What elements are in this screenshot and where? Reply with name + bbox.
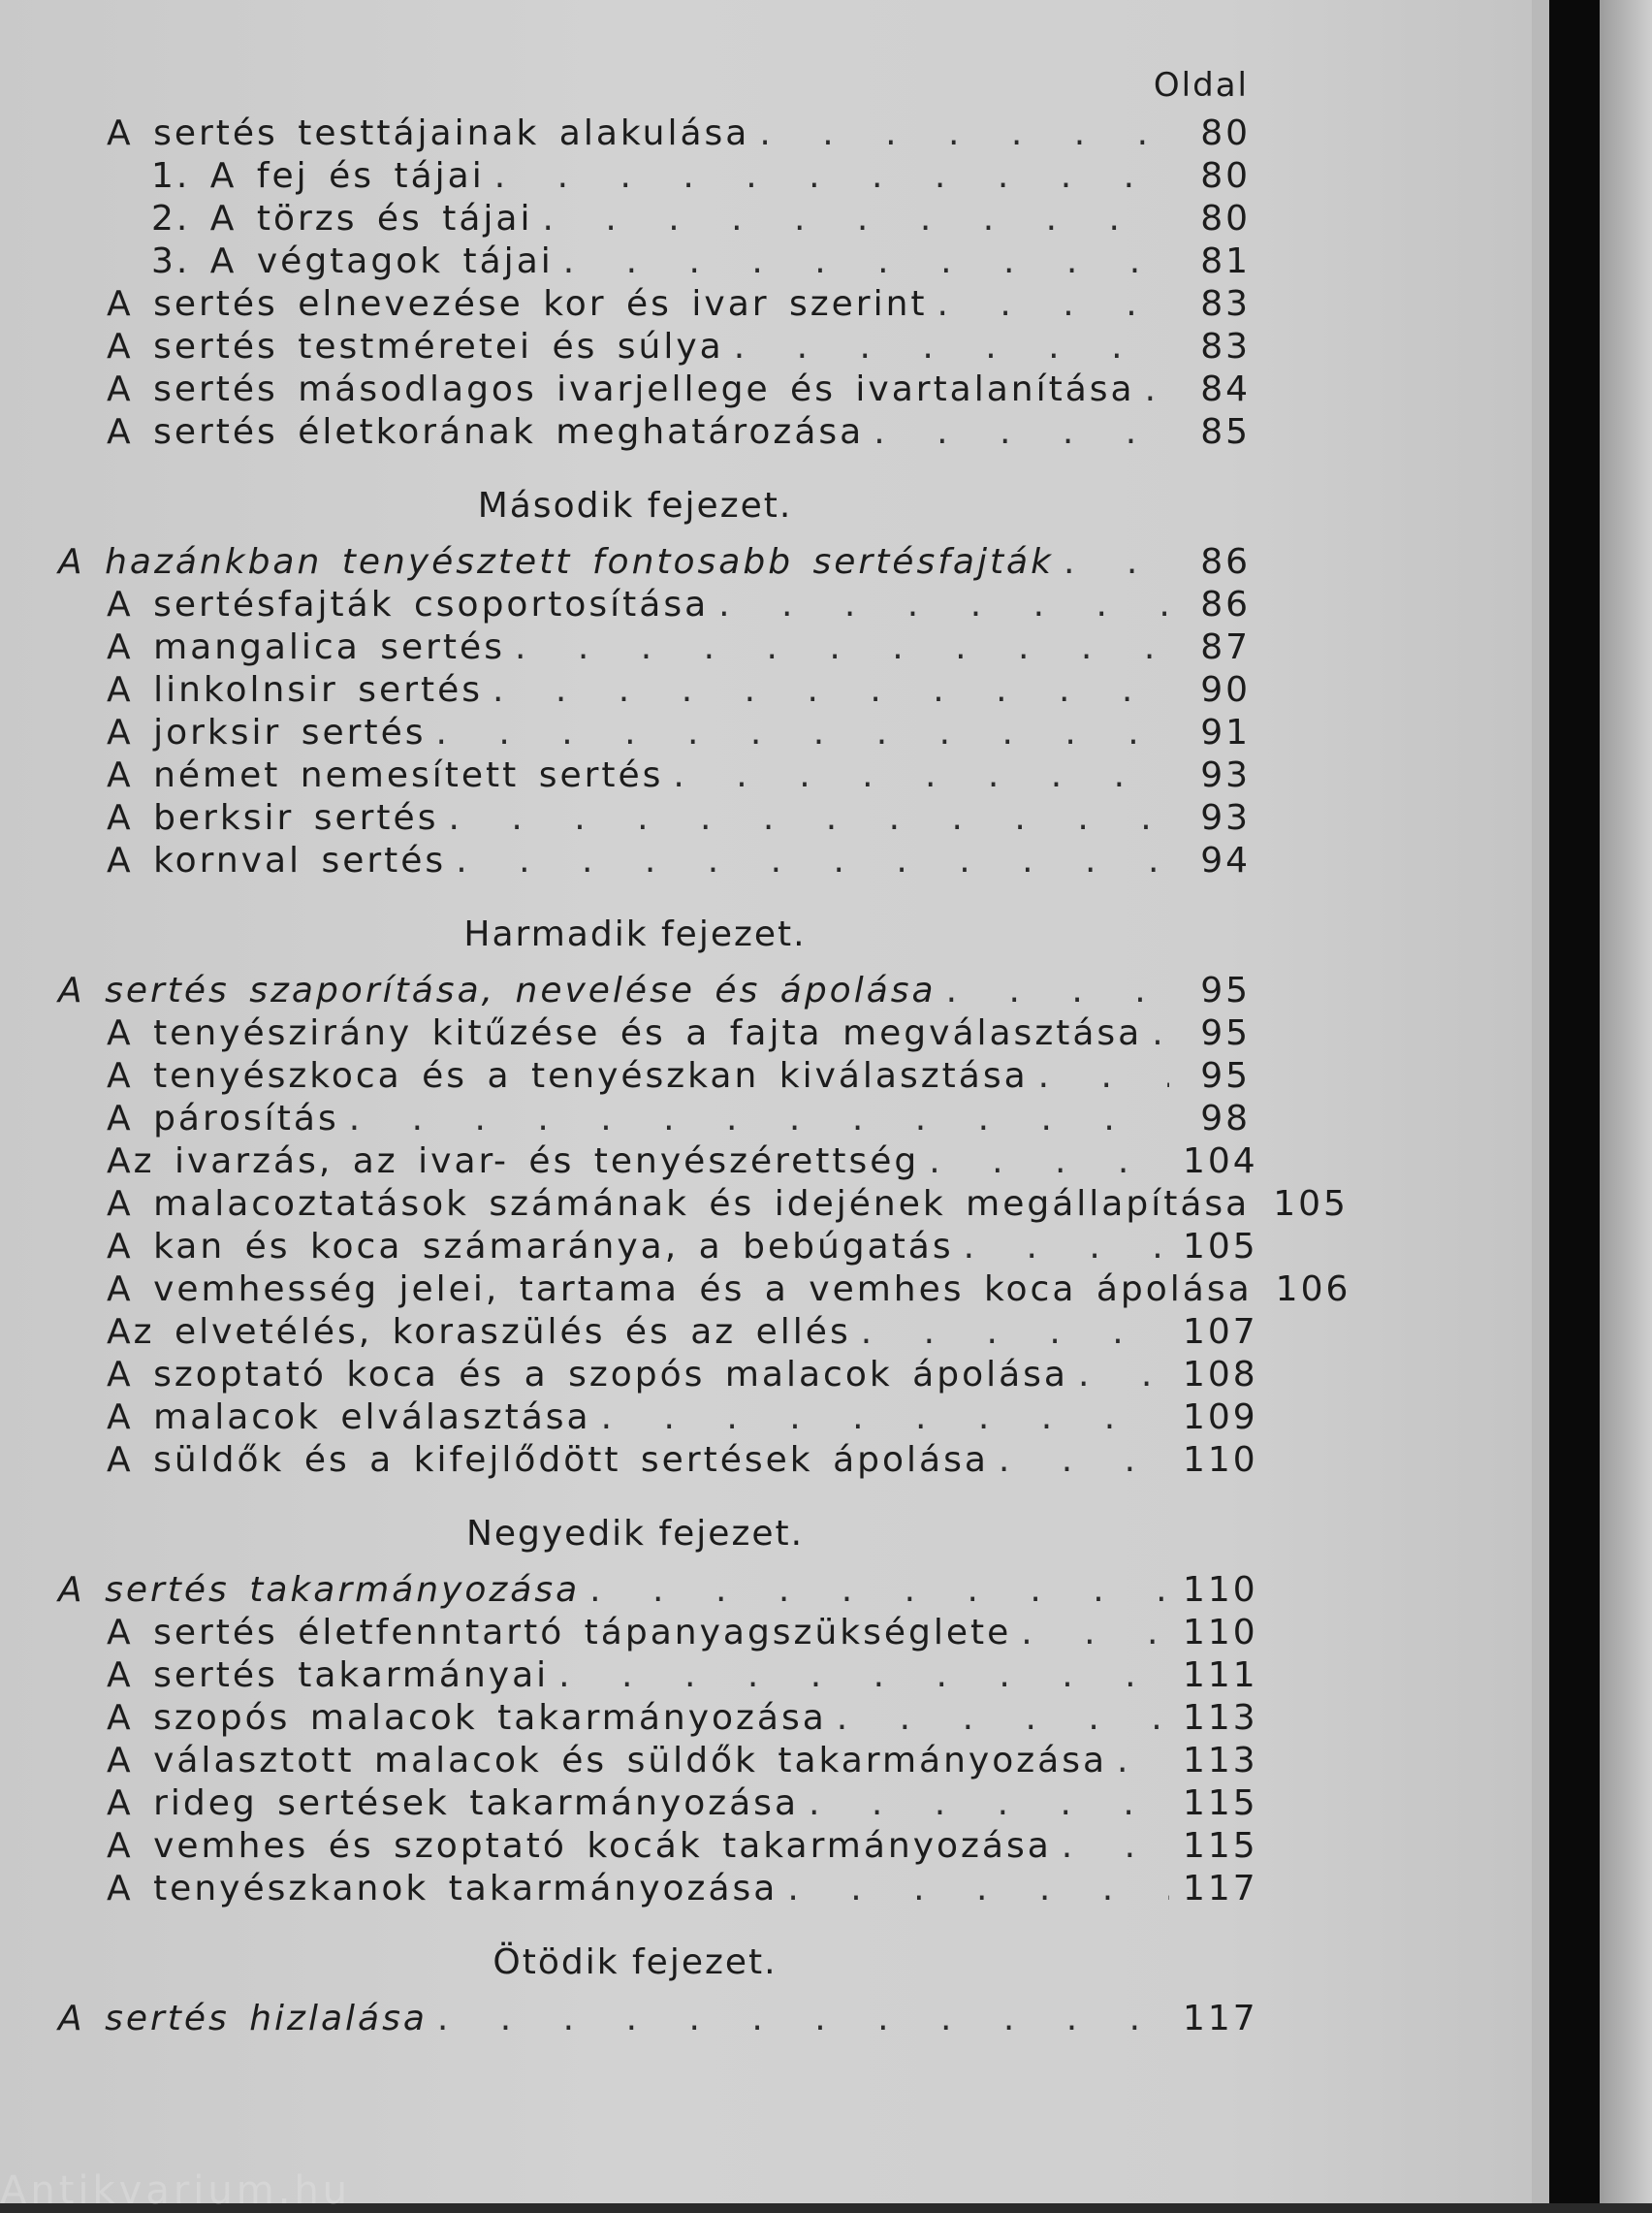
dot-leader bbox=[929, 1140, 1169, 1183]
toc-entry-title: A hazánkban tenyésztett fontosabb sertésfajták bbox=[58, 542, 1054, 582]
toc-entry-title: A linkolnsir sertés bbox=[107, 670, 484, 710]
dot-leader bbox=[492, 669, 1169, 712]
toc-entry-title: A sertés szaporítása, nevelése és ápolása bbox=[58, 971, 937, 1010]
toc-entry-page: 105 bbox=[1183, 1227, 1258, 1267]
dot-leader bbox=[837, 1697, 1169, 1740]
toc-entry-title: Az elvetélés, koraszülés és az ellés bbox=[107, 1312, 851, 1352]
toc-entry bbox=[58, 112, 1251, 155]
toc-entry bbox=[58, 754, 1251, 797]
toc-entry-title: A sertés testméretei és súlya bbox=[107, 327, 724, 367]
toc-entry-page: 104 bbox=[1183, 1141, 1258, 1181]
toc-entry-page: 86 bbox=[1200, 585, 1251, 625]
toc-entry-page: 95 bbox=[1200, 1056, 1251, 1096]
toc-entry-title: A választott malacok és süldők takarmányozása bbox=[107, 1741, 1108, 1780]
toc-entry-page: 111 bbox=[1183, 1655, 1258, 1695]
toc-entry-page: 105 bbox=[1273, 1184, 1349, 1224]
toc-entry bbox=[58, 626, 1251, 669]
dot-leader bbox=[1145, 369, 1169, 411]
toc-entry bbox=[58, 541, 1251, 584]
dot-leader bbox=[964, 1226, 1169, 1268]
dot-leader bbox=[543, 198, 1170, 241]
toc-entry bbox=[58, 1697, 1258, 1740]
toc-entry-page: 80 bbox=[1200, 113, 1251, 153]
toc-entry-title: A berksir sertés bbox=[107, 798, 439, 838]
toc-entry bbox=[58, 1055, 1251, 1098]
dot-leader bbox=[1117, 1740, 1169, 1782]
toc-body bbox=[58, 112, 1351, 2040]
toc-entry bbox=[58, 1183, 1349, 1226]
toc-entry-title: 2. A törzs és tájai bbox=[151, 199, 533, 239]
toc-entry-title: A rideg sertések takarmányozása bbox=[107, 1783, 799, 1823]
toc-entry-title: A sertés takarmányozása bbox=[58, 1570, 581, 1610]
toc-entry-page: 81 bbox=[1200, 241, 1251, 281]
toc-entry-title: A tenyészirány kitűzése és a fajta megválasztása bbox=[107, 1013, 1143, 1053]
dot-leader bbox=[448, 797, 1169, 840]
toc-entry bbox=[58, 797, 1251, 840]
toc-entry-page: 117 bbox=[1183, 1999, 1258, 2038]
toc-entry-title: A tenyészkanok takarmányozása bbox=[107, 1869, 778, 1908]
toc-entry bbox=[58, 1782, 1258, 1825]
dot-leader bbox=[673, 754, 1169, 797]
toc-entry-title: A jorksir sertés bbox=[107, 713, 427, 753]
toc-entry-title: A kornval sertés bbox=[107, 841, 447, 881]
toc-entry-page: 113 bbox=[1183, 1741, 1258, 1780]
toc-entry-page: 98 bbox=[1200, 1099, 1251, 1139]
toc-entry bbox=[58, 970, 1251, 1012]
toc-entry bbox=[58, 1825, 1258, 1868]
dot-leader bbox=[1078, 1354, 1169, 1396]
chapter-heading: Második fejezet. bbox=[477, 486, 793, 526]
toc-entry-page: 83 bbox=[1200, 327, 1251, 367]
toc-entry bbox=[58, 1140, 1258, 1183]
dot-leader bbox=[759, 112, 1169, 155]
book-spine bbox=[1532, 0, 1652, 2203]
dot-leader bbox=[946, 970, 1169, 1012]
dot-leader bbox=[734, 326, 1169, 369]
toc-entry bbox=[58, 840, 1251, 882]
chapter-heading: Harmadik fejezet. bbox=[463, 914, 807, 954]
dot-leader bbox=[349, 1098, 1169, 1140]
chapter-heading: Ötödik fejezet. bbox=[492, 1942, 778, 1982]
toc-entry bbox=[58, 1396, 1258, 1439]
toc-entry bbox=[58, 155, 1251, 198]
toc-entry-title: A vemhesség jelei, tartama és a vemhes koca ápolása bbox=[107, 1269, 1253, 1309]
toc-entry-title: Az ivarzás, az ivar- és tenyészérettség bbox=[107, 1141, 920, 1181]
toc-entry-page: 85 bbox=[1200, 412, 1251, 452]
toc-entry-title: A sertés takarmányai bbox=[107, 1655, 550, 1695]
dot-leader bbox=[937, 283, 1169, 326]
toc-entry-title: A sertésfajták csoportosítása bbox=[107, 585, 710, 625]
toc-entry bbox=[58, 1311, 1258, 1354]
dot-leader bbox=[601, 1396, 1169, 1439]
dot-leader bbox=[515, 626, 1169, 669]
toc-entry bbox=[58, 669, 1251, 712]
toc-entry bbox=[58, 1268, 1351, 1311]
toc-entry-title: A német nemesített sertés bbox=[107, 755, 664, 795]
dot-leader bbox=[1062, 1825, 1169, 1868]
toc-entry-title: A sertés másodlagos ivarjellege és ivartalanítása bbox=[107, 369, 1135, 409]
toc-entry-page: 110 bbox=[1183, 1570, 1258, 1610]
table-of-contents bbox=[58, 58, 1351, 2040]
toc-entry-page: 108 bbox=[1183, 1355, 1258, 1395]
page-column-label: Oldal bbox=[1153, 66, 1249, 105]
dot-leader bbox=[437, 1998, 1169, 2040]
dot-leader bbox=[1152, 1012, 1169, 1055]
toc-entry-page: 83 bbox=[1200, 284, 1251, 324]
dot-leader bbox=[874, 411, 1169, 454]
toc-entry-title: 3. A végtagok tájai bbox=[151, 241, 554, 281]
toc-entry bbox=[58, 1868, 1258, 1910]
dot-leader bbox=[558, 1654, 1169, 1697]
watermark: Antikvarium.hu bbox=[0, 2168, 352, 2213]
toc-entry bbox=[58, 1098, 1251, 1140]
toc-entry-title: A mangalica sertés bbox=[107, 627, 505, 667]
dot-leader bbox=[563, 241, 1169, 283]
toc-entry bbox=[58, 1740, 1258, 1782]
toc-entry bbox=[58, 1354, 1258, 1396]
toc-entry-page: 80 bbox=[1200, 156, 1251, 196]
toc-entry bbox=[58, 198, 1251, 241]
chapter-heading: Negyedik fejezet. bbox=[465, 1514, 805, 1554]
toc-entry-page: 95 bbox=[1200, 1013, 1251, 1053]
toc-entry bbox=[58, 1569, 1258, 1612]
toc-entry-page: 115 bbox=[1183, 1783, 1258, 1823]
dot-leader bbox=[718, 584, 1169, 626]
toc-entry-title: A sertés életfenntartó tápanyagszükséglete bbox=[107, 1613, 1012, 1652]
toc-entry-page: 117 bbox=[1183, 1869, 1258, 1908]
toc-entry-page: 90 bbox=[1200, 670, 1251, 710]
toc-entry-title: 1. A fej és tájai bbox=[151, 156, 485, 196]
toc-entry-page: 91 bbox=[1200, 713, 1251, 753]
dot-leader bbox=[787, 1868, 1169, 1910]
toc-entry bbox=[58, 283, 1251, 326]
toc-entry bbox=[58, 411, 1251, 454]
toc-entry-page: 110 bbox=[1183, 1613, 1258, 1652]
toc-entry-page: 93 bbox=[1200, 755, 1251, 795]
toc-entry-title: A sertés elnevezése kor és ivar szerint bbox=[107, 284, 928, 324]
toc-entry-title: A sertés hizlalása bbox=[58, 1999, 428, 2038]
toc-entry-title: A sertés életkorának meghatározása bbox=[107, 412, 865, 452]
dot-leader bbox=[1021, 1612, 1169, 1654]
toc-entry-page: 84 bbox=[1200, 369, 1251, 409]
toc-entry bbox=[58, 1612, 1258, 1654]
toc-entry bbox=[58, 326, 1251, 369]
dot-leader bbox=[589, 1569, 1169, 1612]
toc-entry-title: A tenyészkoca és a tenyészkan kiválasztása bbox=[107, 1056, 1029, 1096]
toc-entry-page: 86 bbox=[1200, 542, 1251, 582]
toc-entry-page: 107 bbox=[1183, 1312, 1258, 1352]
toc-entry-title: A vemhes és szoptató kocák takarmányozása bbox=[107, 1826, 1052, 1866]
toc-entry bbox=[58, 1654, 1258, 1697]
toc-entry bbox=[58, 584, 1251, 626]
dot-leader bbox=[1038, 1055, 1169, 1098]
dot-leader bbox=[999, 1439, 1169, 1482]
toc-entry-title: A sertés testtájainak alakulása bbox=[107, 113, 750, 153]
dot-leader bbox=[809, 1782, 1169, 1825]
dot-leader bbox=[1064, 541, 1169, 584]
toc-entry-title: A párosítás bbox=[107, 1099, 339, 1139]
toc-entry bbox=[58, 1439, 1258, 1482]
toc-entry-page: 110 bbox=[1183, 1440, 1258, 1480]
toc-entry-title: A szoptató koca és a szopós malacok ápolása bbox=[107, 1355, 1068, 1395]
toc-entry bbox=[58, 1012, 1251, 1055]
toc-entry bbox=[58, 1226, 1258, 1268]
toc-entry-page: 94 bbox=[1200, 841, 1251, 881]
dot-leader bbox=[861, 1311, 1169, 1354]
toc-entry-title: A süldők és a kifejlődött sertések ápolása bbox=[107, 1440, 989, 1480]
toc-entry-title: A szopós malacok takarmányozása bbox=[107, 1698, 827, 1738]
toc-entry-title: A malacoztatások számának és idejének megállapítása bbox=[107, 1184, 1251, 1224]
toc-entry-page: 87 bbox=[1200, 627, 1251, 667]
toc-entry-title: A kan és koca számaránya, a bebúgatás bbox=[107, 1227, 954, 1267]
toc-entry bbox=[58, 1998, 1258, 2040]
dot-leader bbox=[494, 155, 1169, 198]
toc-entry bbox=[58, 369, 1251, 411]
toc-entry-page: 106 bbox=[1275, 1269, 1351, 1309]
toc-entry-page: 113 bbox=[1183, 1698, 1258, 1738]
toc-entry-page: 115 bbox=[1183, 1826, 1258, 1866]
toc-entry bbox=[58, 712, 1251, 754]
toc-entry-page: 109 bbox=[1183, 1397, 1258, 1437]
dot-leader bbox=[456, 840, 1169, 882]
toc-entry bbox=[58, 241, 1251, 283]
dot-leader bbox=[435, 712, 1169, 754]
toc-entry-page: 95 bbox=[1200, 971, 1251, 1010]
toc-entry-page: 93 bbox=[1200, 798, 1251, 838]
toc-entry-title: A malacok elválasztása bbox=[107, 1397, 591, 1437]
toc-entry-page: 80 bbox=[1200, 199, 1251, 239]
